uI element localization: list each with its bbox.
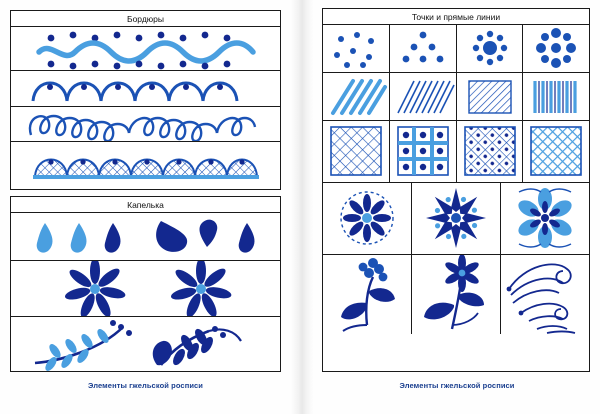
borders-panel <box>10 10 281 190</box>
cell-curl-spray <box>500 255 589 334</box>
cell-berry-branch <box>323 255 411 334</box>
cell-diamond-net <box>323 121 389 182</box>
cell-cross-hatch-lattice <box>522 121 589 182</box>
branches-row <box>11 316 280 372</box>
book-spine <box>290 0 314 414</box>
dots-lines-panel-title: Точки и прямые линии <box>411 12 501 22</box>
cell-leaf-flower <box>411 255 500 334</box>
borders-panel-title: Бордюры <box>126 14 164 24</box>
cell-star-rosette <box>411 183 500 254</box>
droplets-row <box>11 212 280 260</box>
cell-dotted-lattice <box>456 121 523 182</box>
cell-dot-rosette-large <box>522 25 589 72</box>
arches-row <box>11 70 280 106</box>
floral-row <box>323 254 589 334</box>
left-page <box>0 0 291 414</box>
cell-diagonal-thin-lines <box>389 73 456 120</box>
flowers-row <box>11 260 280 316</box>
hatching-row <box>323 72 589 120</box>
rosette-row <box>323 182 589 254</box>
cell-dot-rosette-small <box>456 25 523 72</box>
cell-flower-rosette <box>500 183 589 254</box>
net-arches-row <box>11 141 280 185</box>
right-page-caption: Элементы гжельской росписи <box>399 381 515 390</box>
cell-round-rosette <box>323 183 411 254</box>
cell-scattered-dots <box>323 25 389 72</box>
cell-checker-dots <box>389 121 456 182</box>
grid-row <box>323 120 589 182</box>
cell-diagonal-thick-lines <box>323 73 389 120</box>
dot-clusters-row <box>323 24 589 72</box>
loops-row <box>11 106 280 141</box>
dots-lines-panel <box>322 8 590 372</box>
left-page-caption: Элементы гжельской росписи <box>87 381 204 390</box>
right-page <box>314 0 600 414</box>
cell-diagonal-hatch-square <box>456 73 523 120</box>
droplet-panel-title: Капелька <box>127 200 164 210</box>
droplet-panel <box>10 196 281 372</box>
cell-vertical-stripes <box>522 73 589 120</box>
cell-dot-triangle <box>389 25 456 72</box>
wave-dots-row <box>11 26 280 70</box>
